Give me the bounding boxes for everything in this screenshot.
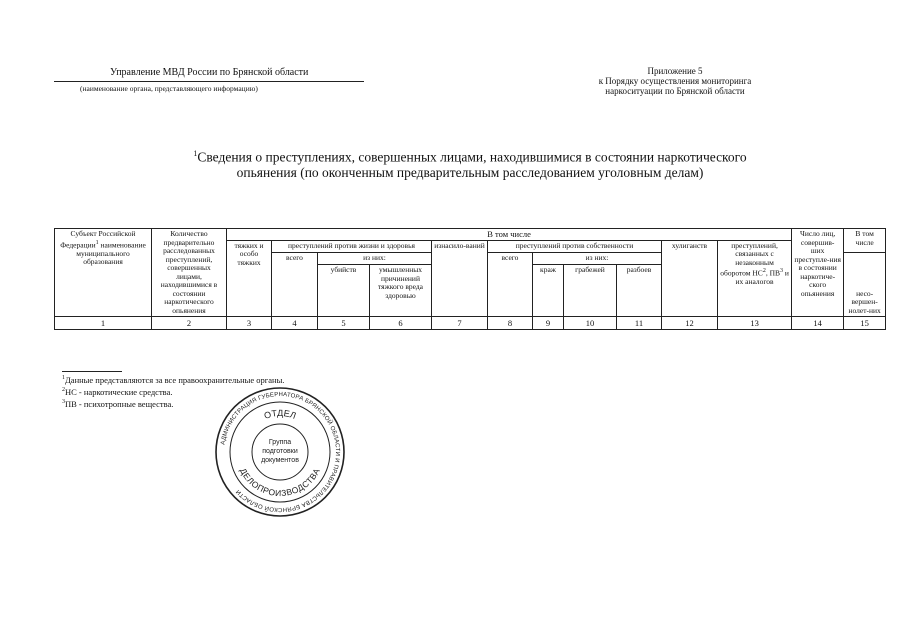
header-property-of-them: из них:: [533, 252, 662, 264]
column-number: 14: [792, 317, 844, 330]
header-hooligan: хулиганств: [662, 240, 718, 317]
header-in-total-2: В том числе: [844, 229, 886, 253]
title-line-2: опьянения (по оконченным предварительным расследованием уголовным делам): [236, 164, 704, 180]
stamp-center-1: Группа: [268, 439, 292, 446]
header-property-total: всего: [488, 252, 533, 316]
header-assault: разбоев: [617, 265, 662, 317]
column-number: 1: [55, 317, 152, 330]
agency-caption: (наименование органа, представляющего информацию): [80, 84, 258, 93]
header-robbery: грабежей: [564, 265, 617, 317]
stamp-center-3: документов: [261, 457, 299, 464]
header-life: преступлений против жизни и здоровья: [272, 240, 432, 252]
header-property: преступлений против собственности: [488, 240, 662, 252]
document-title: [170, 146, 770, 180]
report-table: [54, 228, 886, 330]
agency-name: Управление МВД России по Брянской области: [110, 67, 309, 78]
footnote-divider: [62, 371, 122, 372]
column-number: 5: [318, 317, 370, 330]
column-number: 4: [272, 317, 318, 330]
title-line-1: Сведения о преступлениях, совершенных лицами, находившимися в состоянии наркотического: [197, 149, 747, 165]
header-murders: убийств: [318, 265, 370, 317]
header-count: Количество предварительно расследованных преступлений, совершенных лицами, находившимися в состоянии наркотического опьянения: [152, 229, 227, 317]
title-footnote-mark: 1: [193, 149, 198, 158]
footnote-1: $^1$Данные представляются за все правоохранительные органы.: [62, 374, 285, 385]
header-life-total: всего: [272, 252, 318, 316]
column-number: 15: [844, 317, 886, 330]
header-life-of-them: из них:: [318, 252, 432, 264]
column-number: 7: [432, 317, 488, 330]
stamp-inner-top-text: ОТДЕЛ: [262, 407, 298, 421]
column-number: 9: [533, 317, 564, 330]
stamp-outer-text: АДМИНИСТРАЦИЯ ГУБЕРНАТОРА БРЯНСКОЙ ОБЛАСТИ И ПРАВИТЕЛЬСТВА БРЯНСКОЙ ОБЛАСТИ: [220, 391, 341, 513]
footnote-3: $^3$ПВ - психотропные вещества.: [62, 398, 174, 409]
column-number: 13: [718, 317, 792, 330]
header-drug-crimes: преступлений, связанных с незаконным оборотом $НС^2$, $ПВ^3$ и их аналогов: [718, 240, 792, 317]
header-persons: Число лиц, совершив-ших преступле-ния в состоянии наркотиче-ского опьянения: [792, 229, 844, 317]
appendix-line-2: к Порядку осуществления мониторинга: [598, 76, 752, 86]
stamp-inner-bottom-text: ДЕЛОПРОИЗВОДСТВА: [238, 466, 322, 499]
agency-underline: [54, 81, 364, 82]
appendix-line-1: Приложение 5: [647, 66, 703, 76]
footnote-2: $^2$НС - наркотические средства.: [62, 386, 173, 397]
column-number: 11: [617, 317, 662, 330]
appendix-note: [560, 66, 790, 96]
header-minors: несо-вершен-нолет-них: [844, 252, 886, 316]
header-in-total: В том числе: [227, 229, 792, 241]
stamp-center-2: подготовки: [262, 448, 298, 455]
column-number: 12: [662, 317, 718, 330]
header-grievous-harm: умышленных причинений тяжкого вреда здоровью: [370, 265, 432, 317]
appendix-line-3: наркоситуации по Брянской области: [605, 86, 745, 96]
column-number: 3: [227, 317, 272, 330]
office-stamp: [214, 386, 346, 518]
header-grave: тяжких и особо тяжких: [227, 240, 272, 317]
header-theft: краж: [533, 265, 564, 317]
header-rape: изнасило-ваний: [432, 240, 488, 317]
column-number: 10: [564, 317, 617, 330]
column-number: 6: [370, 317, 432, 330]
header-subject: Субъект Российской Федерации$^1$ наименование муниципального образования: [55, 229, 152, 317]
column-number: 8: [488, 317, 533, 330]
column-number: 2: [152, 317, 227, 330]
